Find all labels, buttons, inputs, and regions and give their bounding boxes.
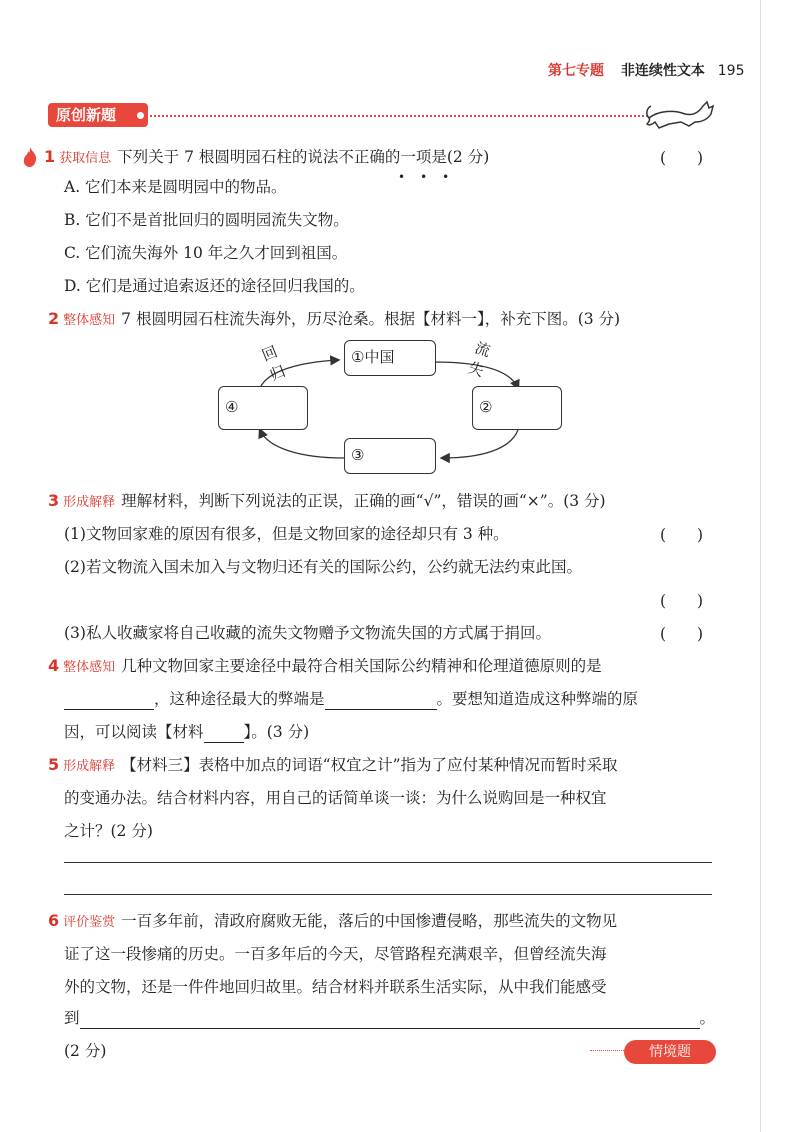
q3-item-3: (3)私人收藏家将自己收藏的流失文物赠予文物流失国的方式属于捐回。: [64, 624, 551, 642]
q5-answer-line-1[interactable]: [64, 862, 712, 863]
page-number: 195: [717, 63, 745, 79]
q3-item-2-paren[interactable]: ( ): [660, 592, 704, 610]
running-cat-icon: [645, 96, 717, 132]
q5-text-1: 【材料三】表格中加点的词语“权宜之计”指为了应付某种情况而暂时采取: [121, 756, 618, 774]
q3-item-2: (2)若文物流入国未加入与文物归还有关的国际公约，公约就无法约束此国。: [64, 558, 582, 576]
diagram-box-3[interactable]: ③: [344, 438, 436, 474]
page-header: [548, 60, 744, 80]
q4-text-2b: 。要想知道造成这种弊端的原: [436, 690, 639, 708]
q3-number: 3: [48, 491, 60, 510]
q4-text-3a: 因，可以阅读【材料: [64, 723, 204, 741]
q1-tag: 获取信息: [59, 151, 112, 166]
banner-dot: [136, 111, 145, 120]
situation-dotted-line: [590, 1050, 624, 1051]
q5-tag: 形成解释: [63, 759, 116, 774]
situation-question-badge: 情境题: [624, 1040, 716, 1064]
q2-stem: 7 根圆明园石柱流失海外，历尽沧桑。根据【材料一】，补充下图。(3 分): [121, 310, 621, 328]
arrow-label-outflow: 流失: [466, 338, 493, 381]
q1-stem-line: [44, 146, 489, 170]
q4-tag: 整体感知: [63, 660, 116, 675]
q3-item-1-paren[interactable]: ( ): [660, 526, 704, 544]
q6-line-1: [48, 910, 617, 934]
q5-number: 5: [48, 755, 60, 774]
banner-dotted-line: [150, 115, 648, 117]
q5-line-3: 之计？(2 分): [64, 822, 153, 840]
q2-tag: 整体感知: [63, 313, 116, 328]
emphasis-dots: •••: [398, 170, 465, 184]
q4-blank-3[interactable]: [204, 726, 244, 743]
page-edge: [760, 0, 800, 1132]
arrow-label-return: 回归: [259, 342, 288, 385]
original-questions-banner: 原创新题: [48, 103, 148, 127]
q4-number: 4: [48, 656, 60, 675]
q1-option-d: D. 它们是通过追索返还的途径回归我国的。: [64, 277, 365, 295]
q4-text-2a: ，这种途径最大的弊端是: [154, 690, 325, 708]
q3-tag: 形成解释: [63, 495, 116, 510]
section-subtitle: 非连续性文本: [620, 63, 705, 79]
q6-number: 6: [48, 911, 60, 930]
q4-blank-1[interactable]: [64, 693, 154, 710]
q4-line-1: [48, 655, 602, 679]
q3-item-3-paren[interactable]: ( ): [660, 625, 704, 643]
q6-text-4a: 到: [64, 1009, 80, 1027]
q6-score: (2 分): [64, 1042, 107, 1060]
q6-tag: 评价鉴赏: [63, 915, 116, 930]
q1-option-a: A. 它们本来是圆明园中的物品。: [64, 178, 287, 196]
q6-text-1: 一百多年前，清政府腐败无能，落后的中国惨遭侵略，那些流失的文物见: [121, 912, 618, 930]
q1-number: 1: [44, 147, 56, 166]
diagram-box-china: ①中国: [344, 340, 436, 376]
q4-line-2: [64, 688, 638, 710]
q3-stem: 理解材料，判断下列说法的正误，正确的画“√”，错误的画“×”。(3 分): [121, 492, 606, 510]
q4-blank-2[interactable]: [325, 693, 437, 710]
diagram-box-4[interactable]: ④: [218, 386, 308, 430]
q1-answer-paren[interactable]: ( ): [660, 149, 704, 167]
q2-number: 2: [48, 309, 60, 328]
q3-item-1: (1)文物回家难的原因有很多，但是文物回家的途径却只有 3 种。: [64, 525, 509, 543]
q5-line-2: 的变通办法。结合材料内容，用自己的话简单谈一谈：为什么说购回是一种权宜: [64, 789, 607, 807]
q2-stem-line: [48, 308, 620, 332]
q1-option-b: B. 它们不是首批回归的圆明园流失文物。: [64, 211, 349, 229]
section-title: 第七专题: [548, 63, 604, 79]
q5-line-1: [48, 754, 618, 778]
q6-blank[interactable]: [80, 1012, 700, 1029]
q5-answer-line-2[interactable]: [64, 894, 712, 895]
q6-line-2: 证了这一段惨痛的历史。一百多年后的今天，尽管路程充满艰辛，但曾经流失海: [64, 945, 607, 963]
q6-line-3: 外的文物，还是一件件地回归故里。结合材料并联系生活实际，从中我们能感受: [64, 978, 607, 996]
q1-stem: 下列关于 7 根圆明园石柱的说法不正确的一项是(2 分): [117, 148, 490, 166]
q6-text-4b: 。: [699, 1009, 716, 1027]
q1-option-c: C. 它们流失海外 10 年之久才回到祖国。: [64, 244, 348, 262]
q6-line-4: [64, 1007, 715, 1029]
q4-line-3: [64, 721, 309, 743]
q4-text-1: 几种文物回家主要途径中最符合相关国际公约精神和伦理道德原则的是: [121, 657, 602, 675]
diagram-box-2[interactable]: ②: [472, 386, 562, 430]
q3-stem-line: [48, 490, 606, 514]
flame-icon: [22, 146, 38, 168]
q4-text-3b: 】。(3 分): [243, 723, 310, 741]
